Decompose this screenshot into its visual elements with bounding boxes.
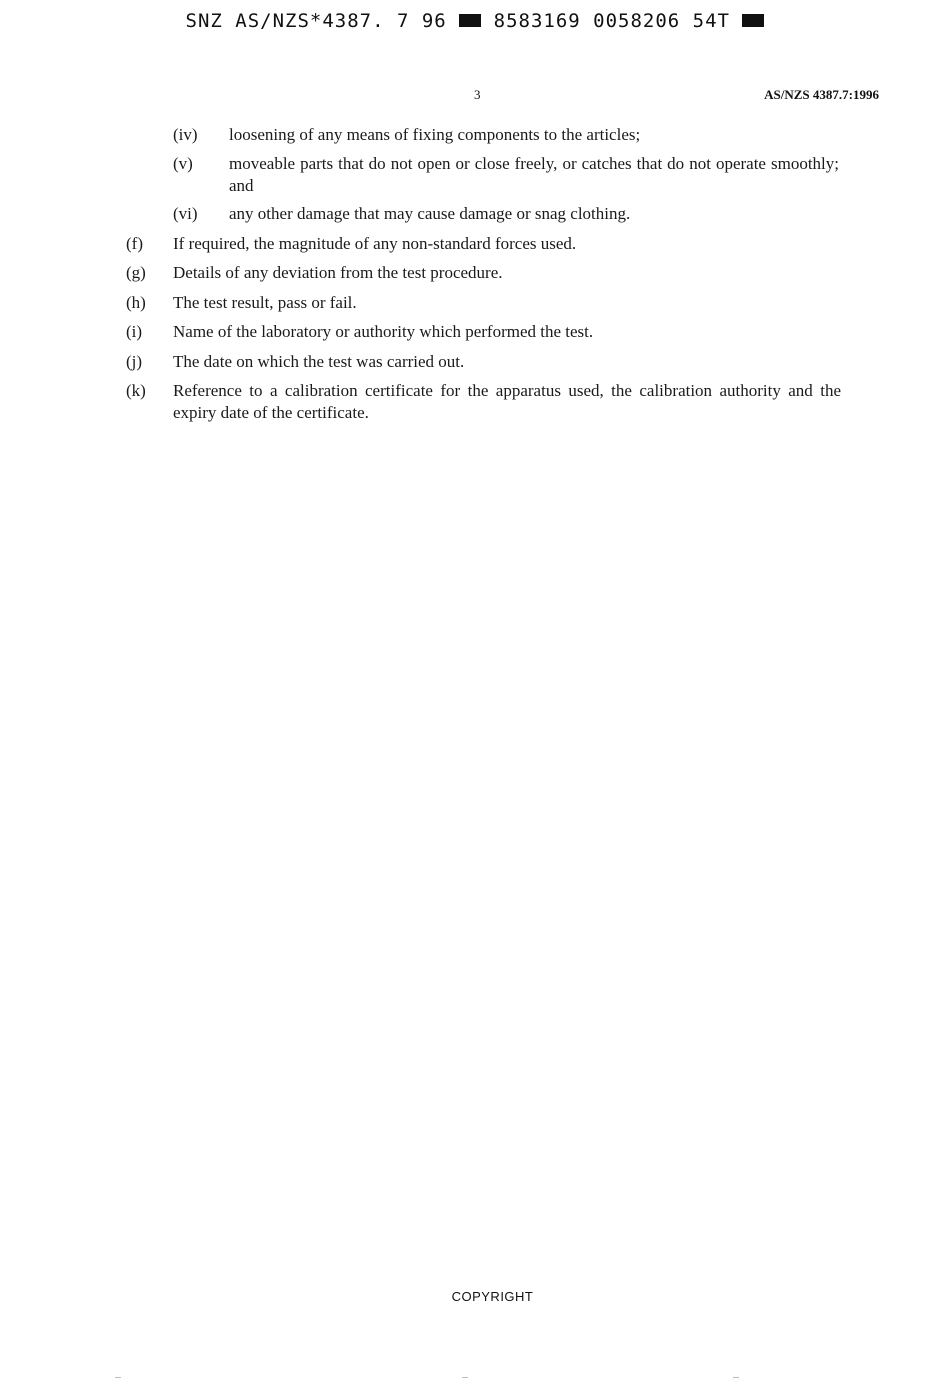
copyright-footer: COPYRIGHT	[451, 1289, 534, 1304]
banner-code-middle: 8583169 0058206 54T	[493, 10, 730, 32]
standard-reference: AS/NZS 4387.7:1996	[764, 87, 879, 102]
banner-block-mark	[459, 14, 481, 27]
page-number: 3	[474, 87, 481, 102]
list-item-text: Reference to a calibration certificate for the apparatus used, the calibration authority and the expiry date of the certificate.	[173, 381, 841, 422]
list-item-label: (j)	[126, 352, 143, 371]
list-item-text: loosening of any means of fixing components to the articles;	[229, 125, 641, 144]
banner-block-mark	[742, 14, 764, 27]
list-item-label: (i)	[126, 322, 143, 341]
list-item-label: (k)	[126, 381, 146, 400]
list-item-text: The test result, pass or fail.	[173, 293, 357, 312]
scan-speck	[462, 1377, 468, 1378]
list-item-label: (g)	[126, 263, 146, 282]
list-item-label: (iv)	[173, 125, 198, 144]
list-item-label: (h)	[126, 293, 146, 312]
list-item-label: (v)	[173, 154, 193, 173]
list-item-text: Details of any deviation from the test procedure.	[173, 263, 503, 282]
document-code-banner	[0, 10, 950, 32]
banner-code-prefix: SNZ AS/NZS*4387. 7 96	[185, 10, 447, 32]
list-item-text: moveable parts that do not open or close freely, or catches that do not operate smoothly; and	[229, 154, 839, 195]
list-item-text: Name of the laboratory or authority which performed the test.	[173, 322, 594, 341]
list-item-text: If required, the magnitude of any non-standard forces used.	[173, 234, 577, 253]
list-item-text: The date on which the test was carried out.	[173, 352, 465, 371]
list-item-label: (f)	[126, 234, 143, 253]
list-item-label: (vi)	[173, 204, 198, 223]
scan-speck	[115, 1377, 121, 1378]
scan-speck	[733, 1377, 739, 1378]
list-item-text: any other damage that may cause damage or snag clothing.	[229, 204, 631, 223]
